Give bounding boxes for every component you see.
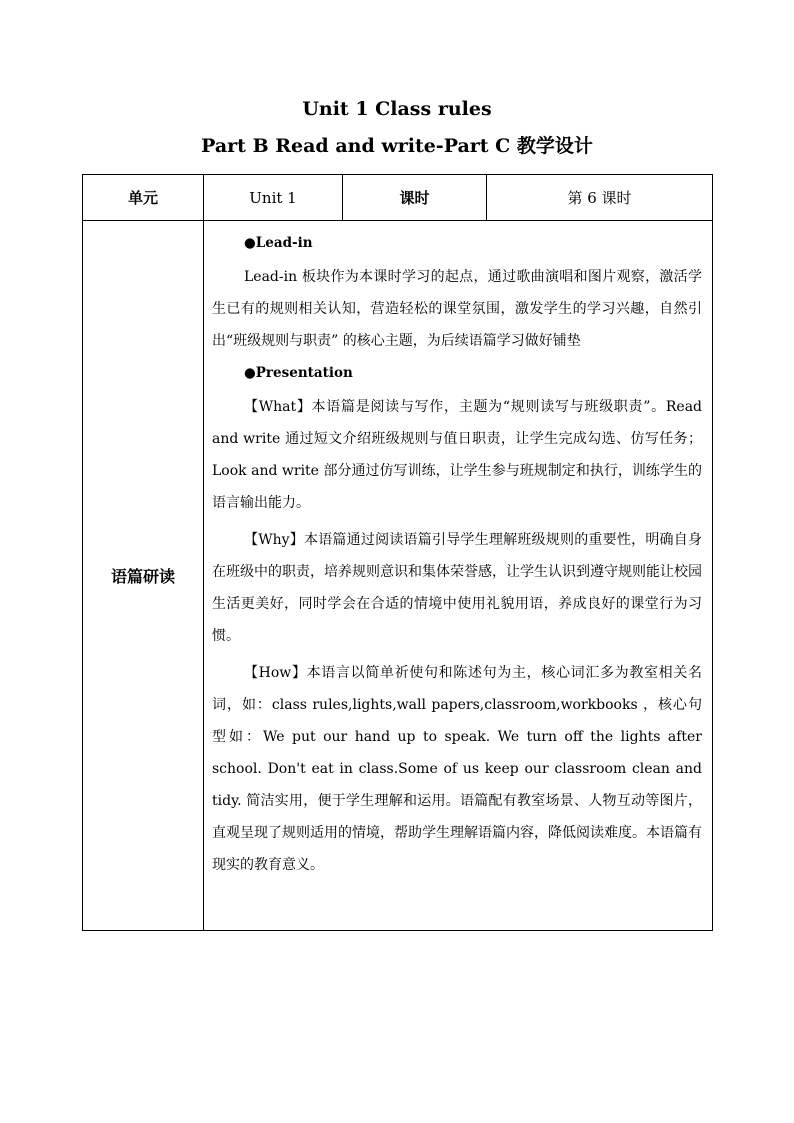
text-analysis-label: 语篇研读	[83, 221, 204, 931]
unit-value-cell: Unit 1	[204, 175, 343, 221]
lesson-design-table	[82, 174, 713, 931]
document-title: Unit 1 Class rules	[302, 98, 492, 120]
lesson-value-cell: 第 6 课时	[487, 175, 713, 221]
table-header-row	[83, 175, 713, 221]
leadin-paragraph: Lead-in 板块作为本课时学习的起点，通过歌曲演唱和图片观察，激活学生已有的规则相关认知，营造轻松的课堂氛围，激发学生的学习兴趣，自然引出“班级规则与职责” 的核心主题，为后续语篇学习做好铺垫	[212, 269, 702, 349]
text-analysis-content	[204, 221, 713, 931]
lesson-label-cell: 课时	[343, 175, 487, 221]
leadin-heading: ●Lead-in	[244, 235, 313, 251]
why-paragraph: 【Why】本语篇通过阅读语篇引导学生理解班级规则的重要性，明确自身在班级中的职责，培养规则意识和集体荣誉感，让学生认识到遵守规则能让校园生活更美好，同时学会在合适的情境中使用礼貌用语，养成良好的课堂行为习惯。	[212, 532, 702, 644]
what-paragraph: 【What】本语篇是阅读与写作，主题为“规则读写与班级职责”。Read and write 通过短文介绍班级规则与值日职责，让学生完成勾选、仿写任务；Look and write 部分通过仿写训练，让学生参与班规制定和执行，训练学生的语言输出能力。	[212, 399, 702, 511]
text-analysis-row	[83, 221, 713, 931]
presentation-heading: ●Presentation	[244, 365, 353, 381]
unit-label-cell: 单元	[83, 175, 204, 221]
document-subtitle: Part B Read and write-Part C 教学设计	[201, 135, 593, 157]
how-paragraph: 【How】本语言以简单祈使句和陈述句为主，核心词汇多为教室相关名词，如：class rules,lights,wall papers,classroom,workbooks ，核心句型如：We put our hand up to speak. We turn off the lights after school. Don't eat in class.Some of us keep our classroom clean and tidy. 简洁实用，便于学生理解和运用。语篇配有教室场景、人物互动等图片，直观呈现了规则适用的情境，帮助学生理解语篇内容，降低阅读难度。本语篇有现实的教育意义。	[212, 665, 702, 873]
